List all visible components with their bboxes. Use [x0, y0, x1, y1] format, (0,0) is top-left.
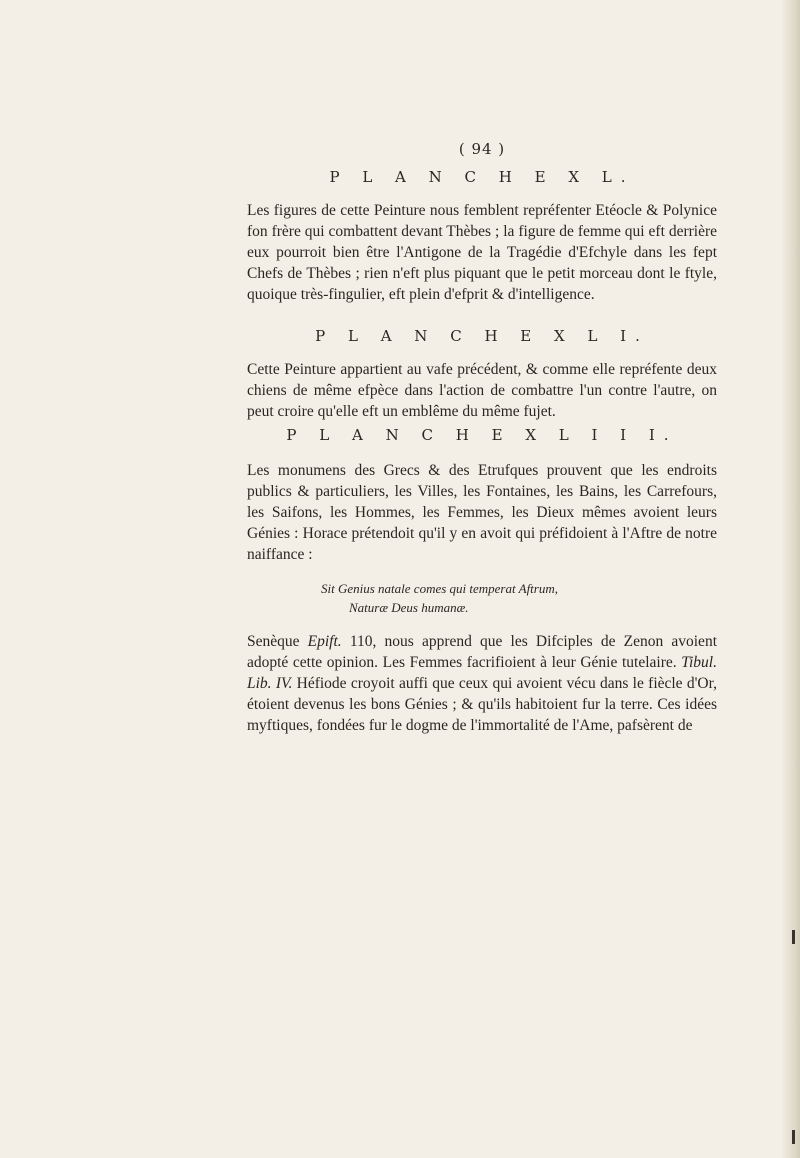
page-edge — [782, 0, 800, 1158]
text-run: Senèque — [247, 633, 308, 650]
plate-xliii-heading: P L A N C H E X L I I I. — [286, 426, 678, 444]
horace-quotation — [247, 579, 717, 617]
plate-xli-heading: P L A N C H E X L I. — [315, 327, 649, 345]
citation-epist: Epift. — [307, 633, 342, 650]
seneca-paragraph — [247, 631, 717, 736]
verse-line: Naturæ Deus humanæ. — [349, 600, 469, 615]
plate-xl-text: Les figures de cette Peinture nous femblent repréfenter Etéocle & Polynice fon frère qui combattent devant Thèbes ; la figure de femme qui eft derrière eux pourroit bien être l'Antigone de la Tragédie d'Efchyle dans les fept Chefs de Thèbes ; rien n'eft plus piquant que le petit morceau dont le ftyle, quoique très-fingulier, eft plein d'efprit & d'intelligence. — [247, 202, 717, 303]
plate-xliii-text: Les monumens des Grecs & des Etrufques prouvent que les endroits publics & particuliers, les Villes, les Fontaines, les Bains, les Carrefours, les Saifons, les Hommes, les Femmes, les Dieux mêmes avoient leurs Génies : Horace prétendoit qu'il y en avoit qui préfidoient à l'Aftre de notre naiffance : — [247, 462, 717, 563]
text-run: 110, nous apprend que les Difciples de Zenon avoient adopté cette opinion. Les Femmes facrifioient à leur Génie tutelaire. — [247, 633, 717, 671]
text-column — [247, 140, 717, 736]
verse-line: Sit Genius natale comes qui temperat Aftrum, — [321, 581, 558, 596]
plate-xl-heading: P L A N C H E X L. — [329, 168, 635, 186]
binding-mark — [792, 930, 795, 944]
citation-tibul: Tibul. Lib. IV. — [247, 654, 717, 692]
text-run: Héfiode croyoit auffi que ceux qui avoient vécu dans le fiècle d'Or, étoient devenus les bons Génies ; & qu'ils habitoient fur la terre. Ces idées myftiques, fondées fur le dogme de l'immortalité de l'Ame, pafsèrent de — [247, 675, 717, 734]
page-number: ( 94 ) — [458, 140, 506, 158]
plate-xli-text: Cette Peinture appartient au vafe précédent, & comme elle repréfente deux chiens de même efpèce dans l'action de combattre l'un contre l'autre, on peut croire qu'elle eft un emblême du même fujet. — [247, 361, 717, 420]
binding-mark — [792, 1130, 795, 1144]
